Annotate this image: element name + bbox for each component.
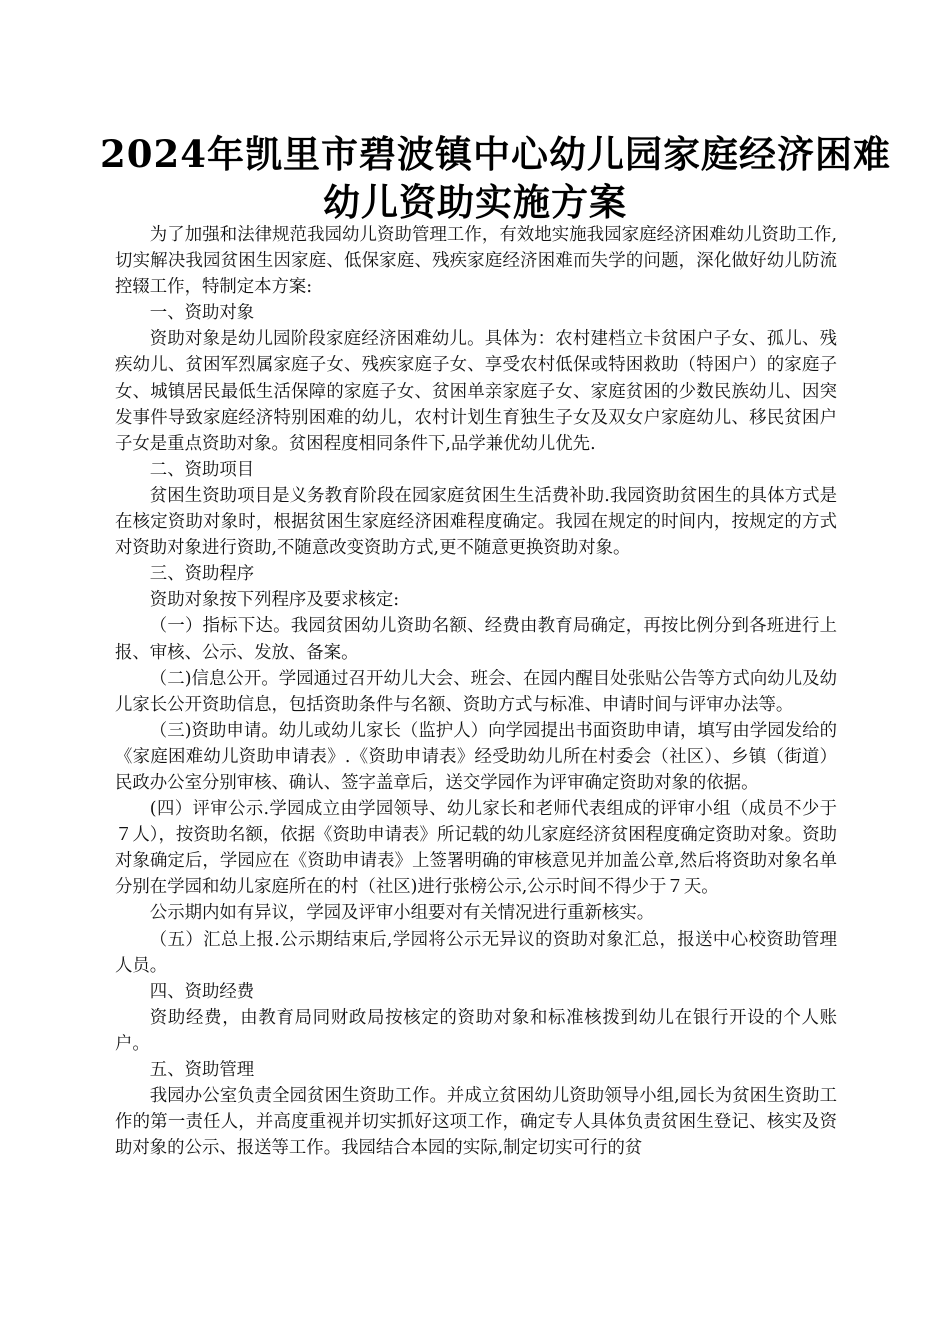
section-heading-procedure: 三、资助程序 bbox=[149, 564, 255, 585]
procedure-step-4: (四）评审公示.学园成立由学园领导、幼儿家长和老师代表组成的评审小组（成员不少于７人），按资助名额，依据《资助申请表》所记载的幼儿家庭经济贫困程度确定资助对象。资助对象确定后，学园应在《资助申请表》上签署明确的审核意见并加盖公章,然后将资助对象名单分别在学园和幼儿家庭所在的村（社区)进行张榜公示,公示时间不得少于７天。 bbox=[115, 799, 837, 898]
section-heading-items: 二、资助项目 bbox=[149, 459, 255, 480]
procedure-step-5: （五）汇总上报.公示期结束后,学园将公示无异议的资助对象汇总，报送中心校资助管理人员。 bbox=[115, 929, 837, 976]
recipients-paragraph: 资助对象是幼儿园阶段家庭经济困难幼儿。具体为：农村建档立卡贫困户子女、孤儿、残疾幼儿、贫困军烈属家庭子女、残疾家庭子女、享受农村低保或特困救助（特困户）的家庭子女、城镇居民最低生活保障的家庭子女、贫困单亲家庭子女、家庭贫困的少数民族幼儿、因突发事件导致家庭经济特别困难的幼儿，农村计划生育独生子女及双女户家庭幼儿、移民贫困户子女是重点资助对象。贫困程度相同条件下,品学兼优幼儿优先. bbox=[115, 329, 837, 454]
section-heading-recipients: 一、资助对象 bbox=[149, 303, 255, 324]
document-title-line-1: 2024年凯里市碧波镇中心幼儿园家庭经济困难 bbox=[100, 132, 891, 176]
document-body bbox=[115, 222, 837, 1161]
procedure-step-1: （一）指标下达。我园贫困幼儿资助名额、经费由教育局确定，再按比例分到各班进行上报、审核、公示、发放、备案。 bbox=[115, 616, 837, 663]
document-title-line-2: 幼儿资助实施方案 bbox=[323, 180, 627, 224]
section-heading-management: 五、资助管理 bbox=[149, 1060, 255, 1080]
items-paragraph: 贫困生资助项目是义务教育阶段在园家庭贫困生生活费补助.我园资助贫困生的具体方式是在核定资助对象时，根据贫困生家庭经济困难程度确定。我园在规定的时间内，按规定的方式对资助对象进行资助,不随意改变资助方式,更不随意更换资助对象。 bbox=[115, 485, 837, 559]
funding-paragraph: 资助经费，由教育局同财政局按核定的资助对象和标准核拨到幼儿在银行开设的个人账户。 bbox=[115, 1007, 837, 1054]
procedure-step-3: （三)资助申请。幼儿或幼儿家长（监护人）向学园提出书面资助申请，填写由学园发给的《家庭困难幼儿资助申请表》.《资助申请表》经受助幼儿所在村委会（社区）、乡镇（街道）民政办公室分别审核、确认、签字盖章后，送交学园作为评审确定资助对象的依据。 bbox=[115, 720, 837, 793]
intro-paragraph: 为了加强和法律规范我园幼儿资助管理工作，有效地实施我园家庭经济困难幼儿资助工作,切实解决我园贫困生因家庭、低保家庭、残疾家庭经济困难而失学的问题，深化做好幼儿防流控辍工作，特制定本方案: bbox=[115, 225, 837, 298]
procedure-step-2: （二)信息公开。学园通过召开幼儿大会、班会、在园内醒目处张贴公告等方式向幼儿及幼儿家长公开资助信息，包括资助条件与名额、资助方式与标准、申请时间与评审办法等。 bbox=[115, 668, 837, 715]
objection-paragraph: 公示期内如有异议，学园及评审小组要对有关情况进行重新核实。 bbox=[149, 903, 655, 924]
procedure-intro-paragraph: 资助对象按下列程序及要求核定: bbox=[149, 590, 400, 611]
section-heading-funding: 四、资助经费 bbox=[149, 981, 255, 1002]
management-paragraph: 我园办公室负责全园贫困生资助工作。并成立贫困幼儿资助领导小组,园长为贫困生资助工作的第一责任人，并高度重视并切实抓好这项工作，确定专人具体负责贫困生登记、核实及资助对象的公示、报送等工作。我园结合本园的实际,制定切实可行的贫 bbox=[115, 1086, 837, 1159]
